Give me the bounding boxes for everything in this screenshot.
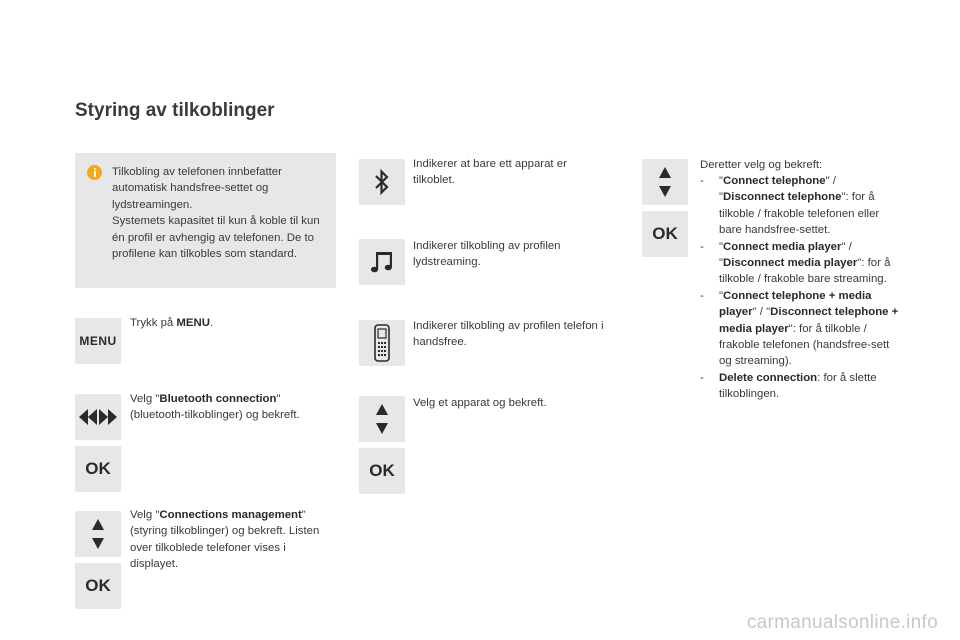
bluetooth-indicator-text: Indikerer at bare ett apparat er tilkoblet. — [413, 158, 567, 187]
ok-button-2[interactable] — [75, 563, 121, 609]
menu-button[interactable] — [75, 318, 121, 364]
music-note-icon — [368, 248, 396, 276]
arrow-down-icon — [659, 186, 671, 197]
ok-button-label: OK — [85, 459, 111, 478]
arrow-up-icon — [659, 167, 671, 178]
info-icon — [87, 165, 102, 180]
list-item: - "Connect telephone + media player" / "Disconnect telephone + media player": for å tilkoble / frakoble telefonen (handsfree-sett og streaming). — [700, 288, 900, 370]
handset-phone-icon — [372, 324, 392, 362]
ok-button-4[interactable] — [642, 211, 688, 257]
arrow-down-icon — [92, 538, 104, 549]
phone-indicator — [359, 320, 405, 366]
select-device-text: Velg et apparat og bekreft. — [413, 397, 547, 409]
phone-indicator-text: Indikerer tilkobling av profilen telefon i handsfree. — [413, 320, 604, 349]
arrow-up-icon — [92, 519, 104, 530]
music-indicator — [359, 239, 405, 285]
ok-button-3[interactable] — [359, 448, 405, 494]
list-item: - Delete connection: for å slette tilkoblingen. — [700, 370, 900, 403]
list-item: - "Connect telephone" / "Disconnect telephone": for å tilkoble / frakoble telefonen eller bare handsfree-settet. — [700, 173, 900, 239]
bluetooth-indicator — [359, 159, 405, 205]
up-down-button-2[interactable] — [359, 396, 405, 442]
info-text-1: Tilkobling av telefonen innbefatter automatisk handsfree-settet og lydstreamingen. — [112, 166, 282, 211]
info-box — [75, 153, 336, 288]
step-menu-text: Trykk på MENU. — [130, 317, 214, 329]
ok-button-label: OK — [652, 224, 678, 243]
step-connections-text: Velg "Connections management" (styring tilkoblinger) og bekreft. Listen over tilkoblede telefoner vises i displayet. — [130, 509, 320, 571]
list-item: - "Connect media player" / "Disconnect media player": for å tilkoble / frakoble bare streaming. — [700, 239, 900, 288]
skip-arrows-icon — [78, 408, 118, 426]
right-intro-text: Deretter velg og bekreft: — [700, 159, 823, 171]
arrow-up-icon — [376, 404, 388, 415]
music-indicator-text: Indikerer tilkobling av profilen lydstreaming. — [413, 240, 561, 269]
arrow-down-icon — [376, 423, 388, 434]
up-down-button-1[interactable] — [75, 511, 121, 557]
page-title: Styring av tilkoblinger — [75, 100, 275, 121]
ok-button-label: OK — [369, 461, 395, 480]
ok-button-label: OK — [85, 576, 111, 595]
bluetooth-icon — [374, 169, 390, 195]
menu-button-label: MENU — [79, 334, 117, 348]
up-down-button-3[interactable] — [642, 159, 688, 205]
info-text-2: Systemets kapasitet til kun å koble til kun én profil er avhengig av telefonen. De to profilene kan tilkobles som standard. — [112, 215, 320, 261]
step-bluetooth-text: Velg "Bluetooth connection" (bluetooth-tilkoblinger) og bekreft. — [130, 393, 300, 422]
ok-button-1[interactable] — [75, 446, 121, 492]
watermark: carmanualsonline.info — [746, 612, 938, 633]
skip-button[interactable] — [75, 394, 121, 440]
option-list — [700, 173, 900, 403]
